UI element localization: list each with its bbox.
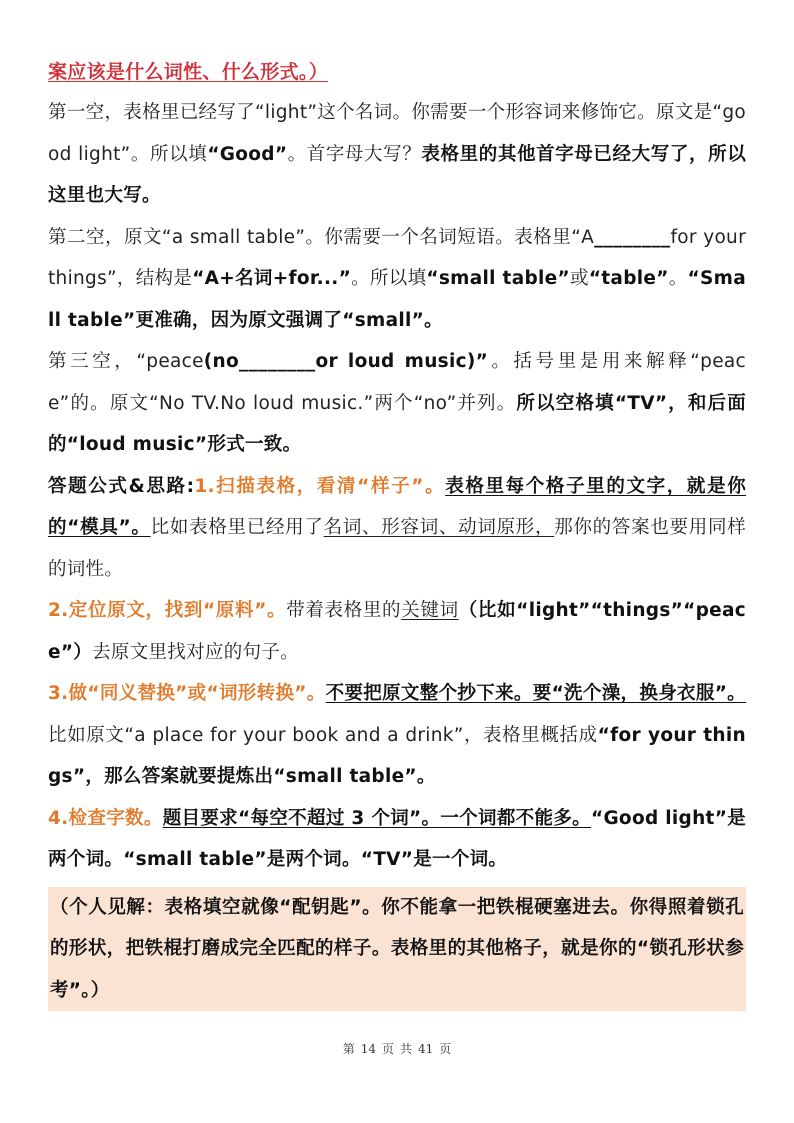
text: 。所以填 [351,268,427,289]
answer-small-table: “small table” [426,268,570,289]
structure-formula: “A+名词+for...” [192,268,352,289]
text: 第一空，表格里已经写了“light”这个名词。你需要一个形容词来修饰它。原文是“good light”。所以填 [48,102,746,165]
text: 。 [668,268,688,289]
step3-bold: 不要把原文整个抄下来。要“洗个澡，换身衣服”。 [325,683,746,704]
bold-text: （比如“light”“things”“peace”） [48,600,747,663]
document-body [48,52,746,1011]
bold-text: “Good light”是两个词。“small table”是两个词。“TV”是一个词。 [48,807,746,870]
heading-text: 案应该是什么词性、什么形式。） [48,61,329,83]
paragraph-blank-2 [48,217,746,342]
text: 。首字母大写？ [287,143,422,165]
text: 带着表格里的 [286,600,402,621]
paragraph-step-3 [48,673,746,798]
bold-text: (no [203,351,240,372]
note-text: ：表格填空就像“配钥匙”。你不能拿一把铁棍硬塞进去。你得照着锁孔的形状，把铁棍打磨成完全匹配的样子。表格里的其他格子，就是你的“锁孔形状参考”。） [50,896,744,1001]
text: 比如表格里已经用了 [150,517,324,538]
underlined-text: 名词、形容词、动词原形， [323,517,555,538]
step2-title: 2.定位原文，找到“原料”。 [48,600,287,621]
page-number: 14 [360,1042,376,1056]
step1-title: 1.扫描表格，看清“样子”。 [194,475,446,497]
bold-explanation: “Small table”更准确，因为原文强调了“small”。 [48,268,746,331]
text: 比如原文“a place for your book and a drink”，表格里概括成 [48,724,598,746]
bold-explanation: 所以空格填“TV”，和后面的“loud music”形式一致。 [48,392,747,455]
paragraph-step-4 [48,798,746,881]
text: 第二空，原文“a small table”。你需要一个名词短语。表格里“A [48,226,595,248]
paragraph-step-2 [48,590,746,673]
page-footer [0,1040,794,1057]
keyword-underlined: 关键词 [401,600,459,621]
blank-line: ________ [239,351,316,372]
step1-bold: 表格里每个格子里的文字，就是你的“模具”。 [48,475,747,538]
paragraph-formula [48,466,746,591]
answer-good: “Good” [207,143,288,165]
text: 第三空，“peace [48,351,204,372]
footer-suffix: 页 [439,1042,452,1056]
section-heading [48,52,746,92]
text: 。括号里是用来解释“peace”的。原文“No TV.No loud music.”两个“no”并列。 [48,351,746,414]
bold-text: or loud music)” [315,351,489,372]
step3-title: 3.做“同义替换”或“词形转换”。 [48,683,326,704]
text: 或 [569,268,589,289]
paragraph-blank-3 [48,341,746,466]
bold-explanation: 表格里的其他首字母已经大写了，所以这里也大写。 [48,143,746,206]
text: 去原文里找对应的句子。 [92,641,299,663]
text: 那你的答案也要用同样的词性。 [48,517,746,580]
colon: : [186,475,195,497]
personal-note [48,887,746,1012]
note-label: （个人见解 [50,896,146,918]
bold-text: “for your things”，那么答案就要提炼出“small table”。 [48,724,746,787]
formula-label: 答题公式&思路 [48,475,187,497]
footer-mid2: 共 [400,1042,413,1056]
answer-table: “table” [588,268,669,289]
footer-mid1: 页 [381,1042,394,1056]
blank-line: ________ [594,226,671,248]
step4-title: 4.检查字数。 [48,807,163,829]
total-pages: 41 [418,1042,434,1056]
text: for your things”，结构是 [48,226,746,289]
paragraph-blank-1 [48,92,746,217]
footer-prefix: 第 [342,1042,355,1056]
step4-bold: 题目要求“每空不超过 3 个词”。一个词都不能多。 [162,807,591,829]
